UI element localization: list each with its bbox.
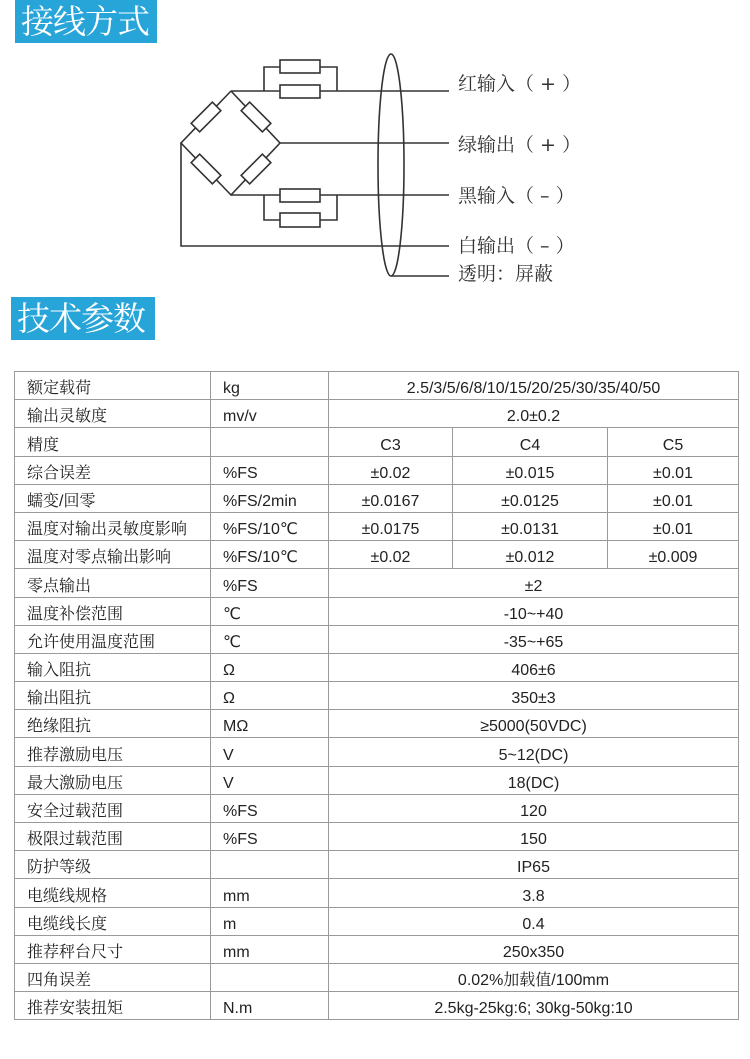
spec-row [15, 992, 739, 1020]
spec-label: 输入阻抗 [15, 653, 211, 681]
spec-value: 3.8 [329, 879, 739, 907]
spec-label: 极限过载范围 [15, 823, 211, 851]
spec-row [15, 597, 739, 625]
spec-row [15, 879, 739, 907]
spec-value: ±0.009 [608, 541, 739, 569]
spec-unit: %FS [211, 823, 329, 851]
spec-unit: MΩ [211, 710, 329, 738]
spec-unit [211, 851, 329, 879]
spec-unit [211, 963, 329, 991]
spec-value: C3 [329, 428, 453, 456]
spec-label: 蠕变/回零 [15, 484, 211, 512]
spec-unit: V [211, 738, 329, 766]
spec-row [15, 766, 739, 794]
spec-row [15, 372, 739, 400]
spec-row [15, 823, 739, 851]
spec-label: 推荐秤台尺寸 [15, 935, 211, 963]
spec-unit: Ω [211, 653, 329, 681]
spec-value: 406±6 [329, 653, 739, 681]
spec-label: 额定载荷 [15, 372, 211, 400]
spec-unit: %FS [211, 794, 329, 822]
wire-label-black: 黑输入（ – ） [458, 185, 575, 207]
bridge-diamond [181, 91, 280, 195]
spec-value: C5 [608, 428, 739, 456]
cable-shield [378, 54, 404, 276]
spec-value: 250x350 [329, 935, 739, 963]
spec-unit: V [211, 766, 329, 794]
spec-value: 2.0±0.2 [329, 400, 739, 428]
spec-label: 最大激励电压 [15, 766, 211, 794]
spec-value: ±0.0167 [329, 484, 453, 512]
spec-unit: Ω [211, 682, 329, 710]
spec-value: ±0.0131 [453, 512, 608, 540]
spec-value: 2.5kg-25kg:6; 30kg-50kg:10 [329, 992, 739, 1020]
spec-value: ±0.012 [453, 541, 608, 569]
spec-value: ±0.0125 [453, 484, 608, 512]
spec-row [15, 484, 739, 512]
spec-unit: %FS [211, 456, 329, 484]
wire-label-shield: 透明：屏蔽 [458, 263, 554, 285]
spec-unit: %FS/2min [211, 484, 329, 512]
spec-unit: N.m [211, 992, 329, 1020]
spec-label: 四角误差 [15, 963, 211, 991]
spec-label: 温度补偿范围 [15, 597, 211, 625]
spec-row [15, 625, 739, 653]
spec-unit: ℃ [211, 597, 329, 625]
wiring-diagram [0, 0, 750, 295]
spec-value: IP65 [329, 851, 739, 879]
spec-row [15, 682, 739, 710]
spec-label: 温度对零点输出影响 [15, 541, 211, 569]
spec-label: 电缆线长度 [15, 907, 211, 935]
spec-row [15, 935, 739, 963]
spec-row [15, 963, 739, 991]
spec-value: 0.4 [329, 907, 739, 935]
spec-value: 18(DC) [329, 766, 739, 794]
spec-value: -10~+40 [329, 597, 739, 625]
spec-unit: %FS/10℃ [211, 541, 329, 569]
spec-row [15, 569, 739, 597]
spec-row [15, 456, 739, 484]
spec-unit: mm [211, 935, 329, 963]
spec-label: 安全过载范围 [15, 794, 211, 822]
spec-label: 输出灵敏度 [15, 400, 211, 428]
spec-label: 温度对输出灵敏度影响 [15, 512, 211, 540]
spec-label: 综合误差 [15, 456, 211, 484]
spec-label: 推荐激励电压 [15, 738, 211, 766]
spec-value: 5~12(DC) [329, 738, 739, 766]
spec-label: 允许使用温度范围 [15, 625, 211, 653]
spec-row [15, 851, 739, 879]
spec-value: ±0.015 [453, 456, 608, 484]
spec-row [15, 428, 739, 456]
spec-value: ±0.02 [329, 541, 453, 569]
spec-label: 推荐安装扭矩 [15, 992, 211, 1020]
spec-value: 350±3 [329, 682, 739, 710]
spec-unit: kg [211, 372, 329, 400]
spec-unit: %FS [211, 569, 329, 597]
spec-value: ±0.01 [608, 512, 739, 540]
spec-value: 120 [329, 794, 739, 822]
spec-row [15, 710, 739, 738]
wire-label-red: 红输入（ + ） [458, 73, 581, 95]
spec-value: C4 [453, 428, 608, 456]
spec-value: ±2 [329, 569, 739, 597]
spec-label: 防护等级 [15, 851, 211, 879]
spec-value: ±0.01 [608, 484, 739, 512]
section-title-wiring: 接线方式 [15, 0, 157, 43]
spec-table [14, 371, 739, 1020]
spec-row [15, 512, 739, 540]
spec-value: 0.02%加载值/100mm [329, 963, 739, 991]
spec-row [15, 400, 739, 428]
spec-row [15, 907, 739, 935]
spec-row [15, 653, 739, 681]
spec-value: 2.5/3/5/6/8/10/15/20/25/30/35/40/50 [329, 372, 739, 400]
spec-label: 精度 [15, 428, 211, 456]
spec-value: ±0.02 [329, 456, 453, 484]
spec-unit: %FS/10℃ [211, 512, 329, 540]
spec-value: ±0.01 [608, 456, 739, 484]
spec-row [15, 541, 739, 569]
spec-label: 绝缘阻抗 [15, 710, 211, 738]
spec-value: 150 [329, 823, 739, 851]
wire-label-green: 绿输出（ + ） [458, 134, 581, 156]
spec-label: 输出阻抗 [15, 682, 211, 710]
spec-unit: m [211, 907, 329, 935]
spec-row [15, 794, 739, 822]
spec-row [15, 738, 739, 766]
spec-value: -35~+65 [329, 625, 739, 653]
spec-label: 零点输出 [15, 569, 211, 597]
section-title-specs: 技术参数 [11, 297, 155, 340]
spec-unit: ℃ [211, 625, 329, 653]
spec-label: 电缆线规格 [15, 879, 211, 907]
spec-unit: mm [211, 879, 329, 907]
wire-label-white: 白输出（ – ） [458, 235, 575, 257]
spec-unit: mv/v [211, 400, 329, 428]
spec-value: ±0.0175 [329, 512, 453, 540]
spec-unit [211, 428, 329, 456]
spec-value: ≥5000(50VDC) [329, 710, 739, 738]
